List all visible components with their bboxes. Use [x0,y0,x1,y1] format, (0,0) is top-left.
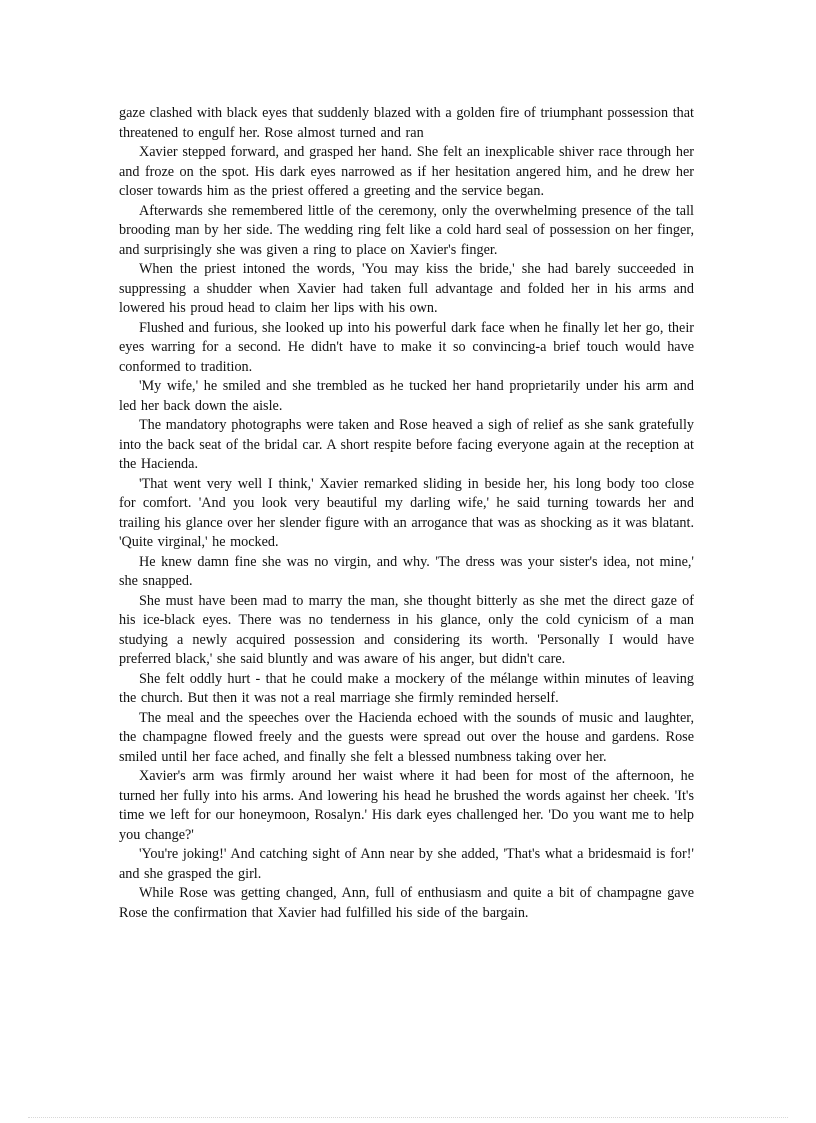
paragraph: 'My wife,' he smiled and she trembled as he tucked her hand proprietarily under his arm and led her back down the aisle. [119,378,694,414]
paragraph: 'That went very well I think,' Xavier remarked sliding in beside her, his long body too close for comfort. 'And you look very beautiful my darling wife,' he said turning towards her and trailing his glance over her slender figure with an arrogance that was as shocking as it was blatant. 'Quite virginal,' he mocked. [119,475,694,550]
paragraph: She must have been mad to marry the man, she thought bitterly as she met the direct gaze of his ice-black eyes. There was no tenderness in his glance, only the cold cynicism of a man studying a newly acquired possession and considering its worth. 'Personally I would have preferred black,' she said bluntly and was aware of his anger, but didn't care. [119,592,694,667]
paragraph: Xavier stepped forward, and grasped her hand. She felt an inexplicable shiver race through her and froze on the spot. His dark eyes narrowed as if her hesitation angered him, and he drew her closer towards him as the priest offered a greeting and the service began. [119,144,694,199]
paragraph: She felt oddly hurt - that he could make a mockery of the mélange within minutes of leaving the church. But then it was not a real marriage she firmly reminded herself. [119,670,694,706]
paragraph: The mandatory photographs were taken and Rose heaved a sigh of relief as she sank gratefully into the back seat of the bridal car. A short respite before facing everyone again at the reception at the Hacienda. [119,417,694,472]
paragraph: 'You're joking!' And catching sight of Ann near by she added, 'That's what a bridesmaid is for!' and she grasped the girl. [119,846,694,882]
paragraph: The meal and the speeches over the Hacienda echoed with the sounds of music and laughter, the champagne flowed freely and the guests were spread out over the house and gardens. Rose smiled until her face ached, and finally she felt a blessed numbness taking over her. [119,709,694,765]
paragraph: While Rose was getting changed, Ann, full of enthusiasm and quite a bit of champagne gave Rose the confirmation that Xavier had fulfilled his side of the bargain. [119,885,694,921]
page-bottom-divider [28,1117,788,1118]
paragraph: When the priest intoned the words, 'You may kiss the bride,' she had barely succeeded in suppressing a shudder when Xavier had taken full advantage and folded her in his arms and lowered his proud head to claim her lips with his own. [119,261,694,316]
paragraph: Flushed and furious, she looked up into his powerful dark face when he finally let her go, their eyes warring for a second. He didn't have to make it so convincing-a brief touch would have conformed to tradition. [119,319,694,375]
paragraph-continuation: gaze clashed with black eyes that suddenly blazed with a golden fire of triumphant possession that threatened to engulf her. Rose almost turned and ran [119,105,694,141]
body-text [119,104,694,923]
paragraph: Xavier's arm was firmly around her waist where it had been for most of the afternoon, he turned her fully into his arms. And lowering his head he brushed the words against her cheek. 'It's time we left for our honeymoon, Rosalyn.' His dark eyes challenged her. 'Do you want me to help you change?' [119,768,694,843]
paragraph: Afterwards she remembered little of the ceremony, only the overwhelming presence of the tall brooding man by her side. The wedding ring felt like a cold hard seal of possession on her finger, and surprisingly she was given a ring to place on Xavier's finger. [119,202,694,258]
paragraph: He knew damn fine she was no virgin, and why. 'The dress was your sister's idea, not mine,' she snapped. [119,553,694,589]
